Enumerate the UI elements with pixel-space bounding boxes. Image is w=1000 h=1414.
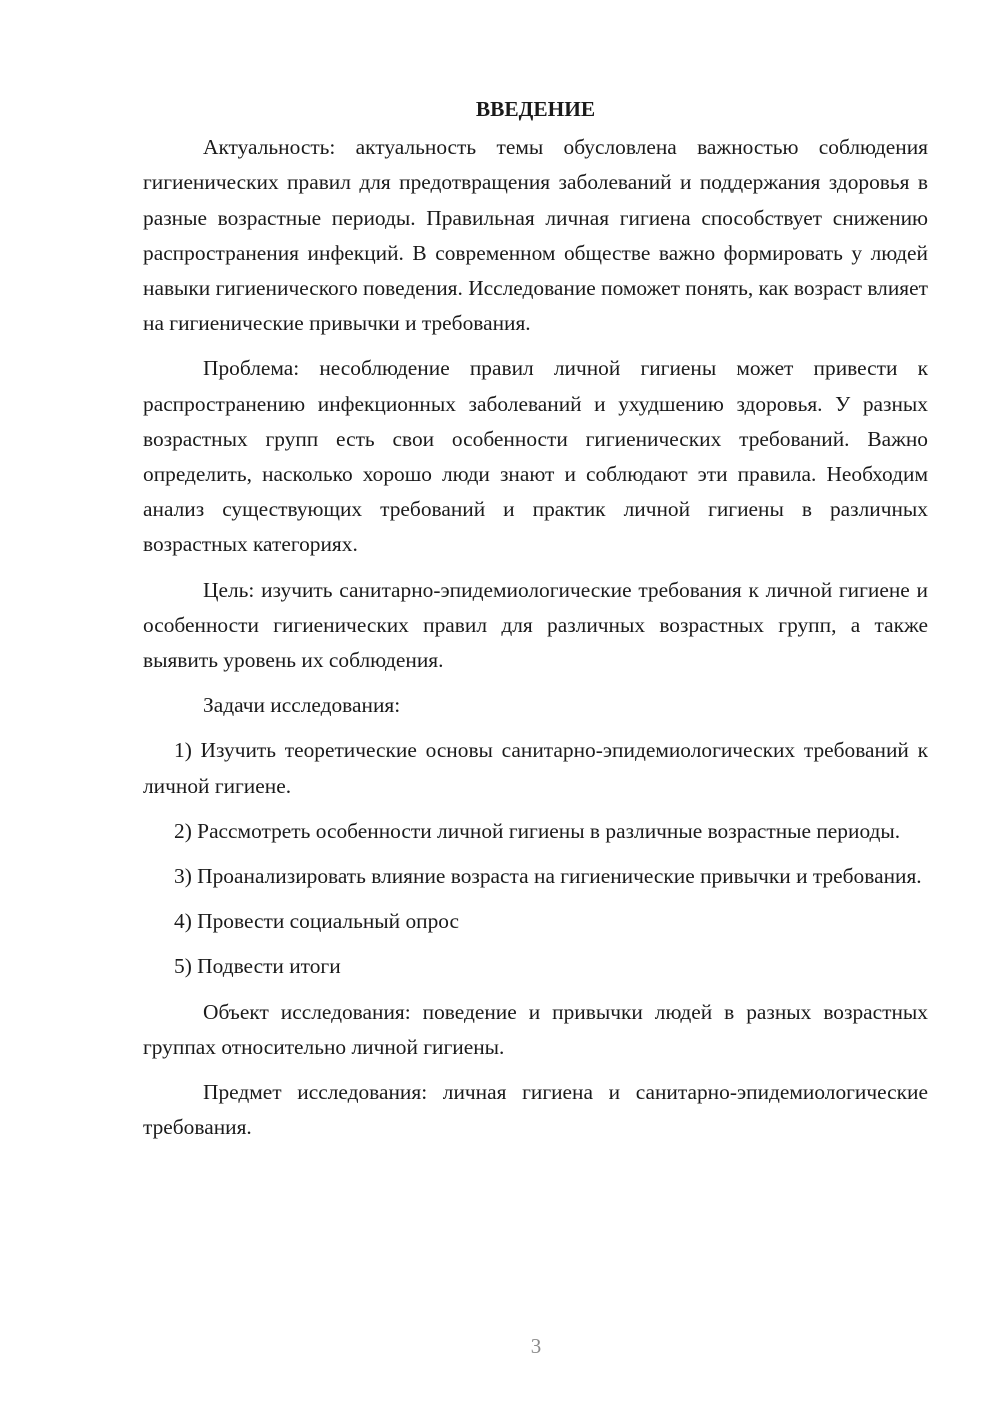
tasks-list [143, 733, 928, 984]
document-page [143, 92, 928, 1155]
page-number: 3 [530, 1334, 542, 1358]
paragraph-relevance: Актуальность: актуальность темы обусловлена важностью соблюдения гигиенических правил для предотвращения заболеваний и поддержания здоровья в разные возрастные периоды. Правильная личная гигиена способствует снижению распространения инфекций. В современном обществе важно формировать у людей навыки гигиенического поведения. Исследование поможет понять, как возраст влияет на гигиенические привычки и требования. [143, 135, 928, 336]
paragraph-subject: Предмет исследования: личная гигиена и санитарно-эпидемиологические требования. [143, 1080, 928, 1140]
task-item-5: 5) Подвести итоги [174, 954, 341, 979]
paragraph-object: Объект исследования: поведение и привычки людей в разных возрастных группах относительно личной гигиены. [143, 999, 928, 1059]
paragraph-goal: Цель: изучить санитарно-эпидемиологические требования к личной гигиене и особенности гигиенических правил для различных возрастных групп, а также выявить уровень их соблюдения. [143, 577, 928, 673]
tasks-heading: Задачи исследования: [203, 693, 401, 718]
task-item-3: 3) Проанализировать влияние возраста на гигиенические привычки и требования. [174, 864, 922, 889]
document-title: ВВЕДЕНИЕ [475, 97, 596, 121]
paragraph-problem: Проблема: несоблюдение правил личной гигиены может привести к распространению инфекционных заболеваний и ухудшению здоровья. У разных возрастных групп есть свои особенности гигиенических требований. Важно определить, насколько хорошо люди знают и соблюдают эти правила. Необходим анализ существующих требований и практик личной гигиены в различных возрастных категориях. [143, 356, 928, 557]
task-item-4: 4) Провести социальный опрос [174, 909, 460, 934]
task-item-1: 1) Изучить теоретические основы санитарно-эпидемиологических требований к личной гигиене. [143, 738, 928, 798]
task-item-2: 2) Рассмотреть особенности личной гигиены в различные возрастные периоды. [174, 818, 901, 843]
